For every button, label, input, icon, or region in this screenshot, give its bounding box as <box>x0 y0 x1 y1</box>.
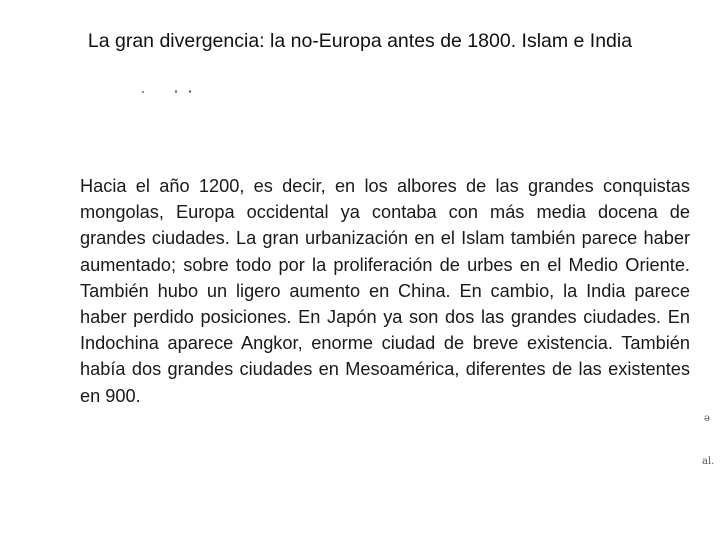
edge-mark-upper: ə <box>704 413 710 424</box>
body-paragraph: Hacia el año 1200, es decir, en los albores de las grandes conquistas mongolas, Europa occidental ya contaba con más media docena de grandes ciudades. La gran urbanización en el Islam también parece haber aumentado; sobre todo por la proliferación de urbes en el Medio Oriente. También hubo un ligero aumento en China. En cambio, la India parece haber perdido posiciones. En Japón ya son dos las grandes ciudades. En Indochina aparece Angkor, enorme ciudad de breve existencia. También había dos grandes ciudades en Mesoamérica, diferentes de las existentes en 900. <box>80 176 690 406</box>
edge-mark-lower: al. <box>702 456 715 467</box>
artifact-dot <box>189 90 191 93</box>
artifact-dot <box>142 91 144 93</box>
slide-title: La gran divergencia: la no-Europa antes de 1800. Islam e India <box>87 30 633 52</box>
artifact-dot <box>175 90 177 93</box>
